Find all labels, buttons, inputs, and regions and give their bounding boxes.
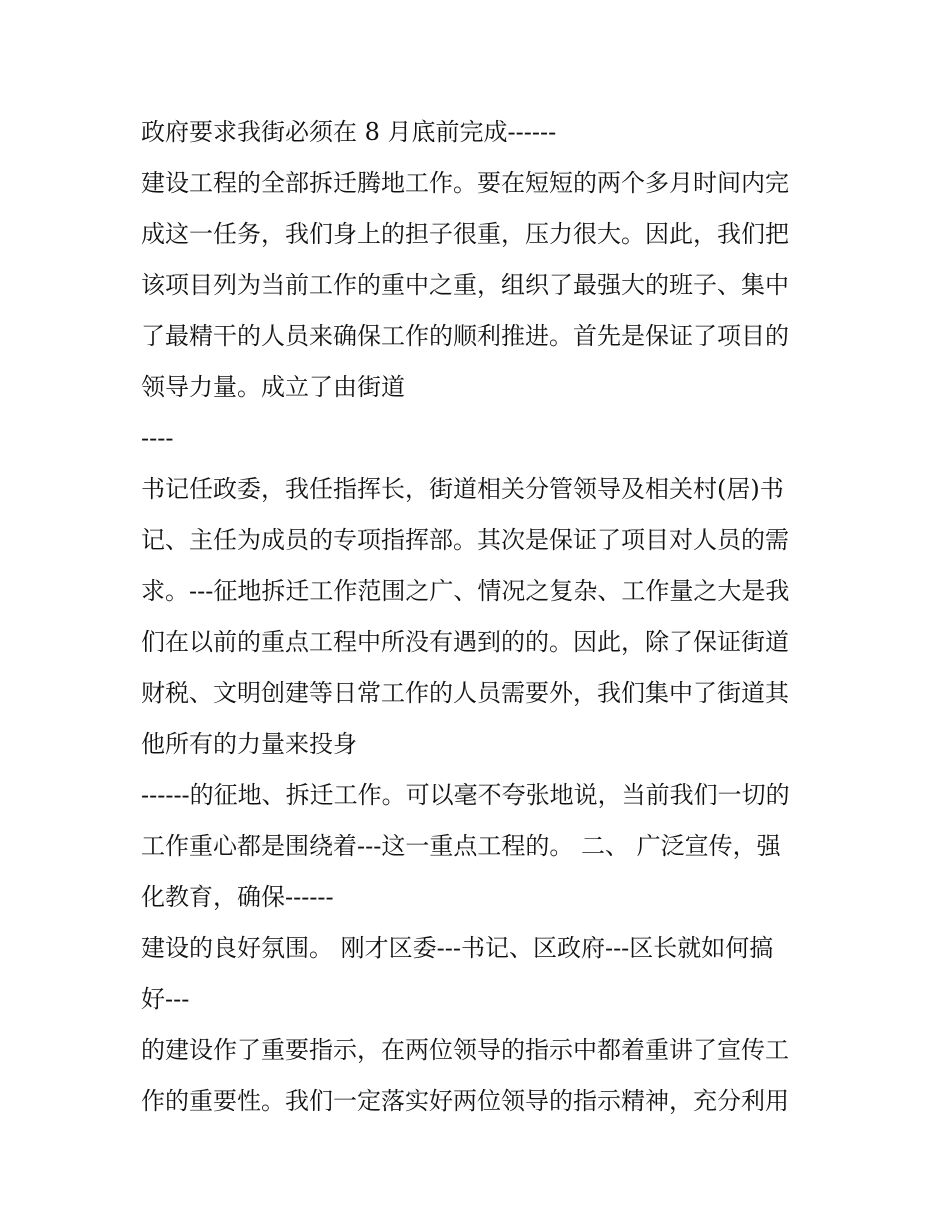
text-line: 政府要求我街必须在 8 月底前完成------ xyxy=(141,118,557,146)
text-line: 化教育，确保------ xyxy=(141,883,334,911)
text-line: ---- xyxy=(141,424,174,452)
text-line: 该项目列为当前工作的重中之重，组织了最强大的班子、集中 xyxy=(141,271,789,299)
text-line: 工作重心都是围绕着---这一重点工程的。 二、 广泛宣传，强 xyxy=(141,832,781,860)
text-line: 成这一任务，我们身上的担子很重，压力很大。因此，我们把 xyxy=(141,220,789,248)
text-line: 建设的良好氛围。 刚才区委---书记、区政府---区长就如何搞 xyxy=(141,934,774,962)
text-line: 求。---征地拆迁工作范围之广、情况之复杂、工作量之大是我 xyxy=(141,577,790,605)
text-line: 领导力量。成立了由街道 xyxy=(141,373,405,401)
text-line: 了最精干的人员来确保工作的顺利推进。首先是保证了项目的 xyxy=(141,322,789,350)
text-line: 作的重要性。我们一定落实好两位领导的指示精神，充分利用 xyxy=(141,1087,789,1115)
text-line: 的建设作了重要指示，在两位领导的指示中都着重讲了宣传工 xyxy=(141,1036,789,1064)
text-line: 记、主任为成员的专项指挥部。其次是保证了项目对人员的需 xyxy=(141,526,789,554)
document-body xyxy=(141,107,821,1127)
text-line: 好--- xyxy=(141,985,190,1013)
text-line: 财税、文明创建等日常工作的人员需要外，我们集中了街道其 xyxy=(141,679,789,707)
text-line: 他所有的力量来投身 xyxy=(141,730,357,758)
text-line: 建设工程的全部拆迁腾地工作。要在短短的两个多月时间内完 xyxy=(141,169,789,197)
text-line: ------的征地、拆迁工作。可以毫不夸张地说，当前我们一切的 xyxy=(141,781,790,809)
text-line: 们在以前的重点工程中所没有遇到的的。因此，除了保证街道 xyxy=(141,628,789,656)
text-line: 书记任政委，我任指挥长，街道相关分管领导及相关村(居)书 xyxy=(141,475,784,503)
